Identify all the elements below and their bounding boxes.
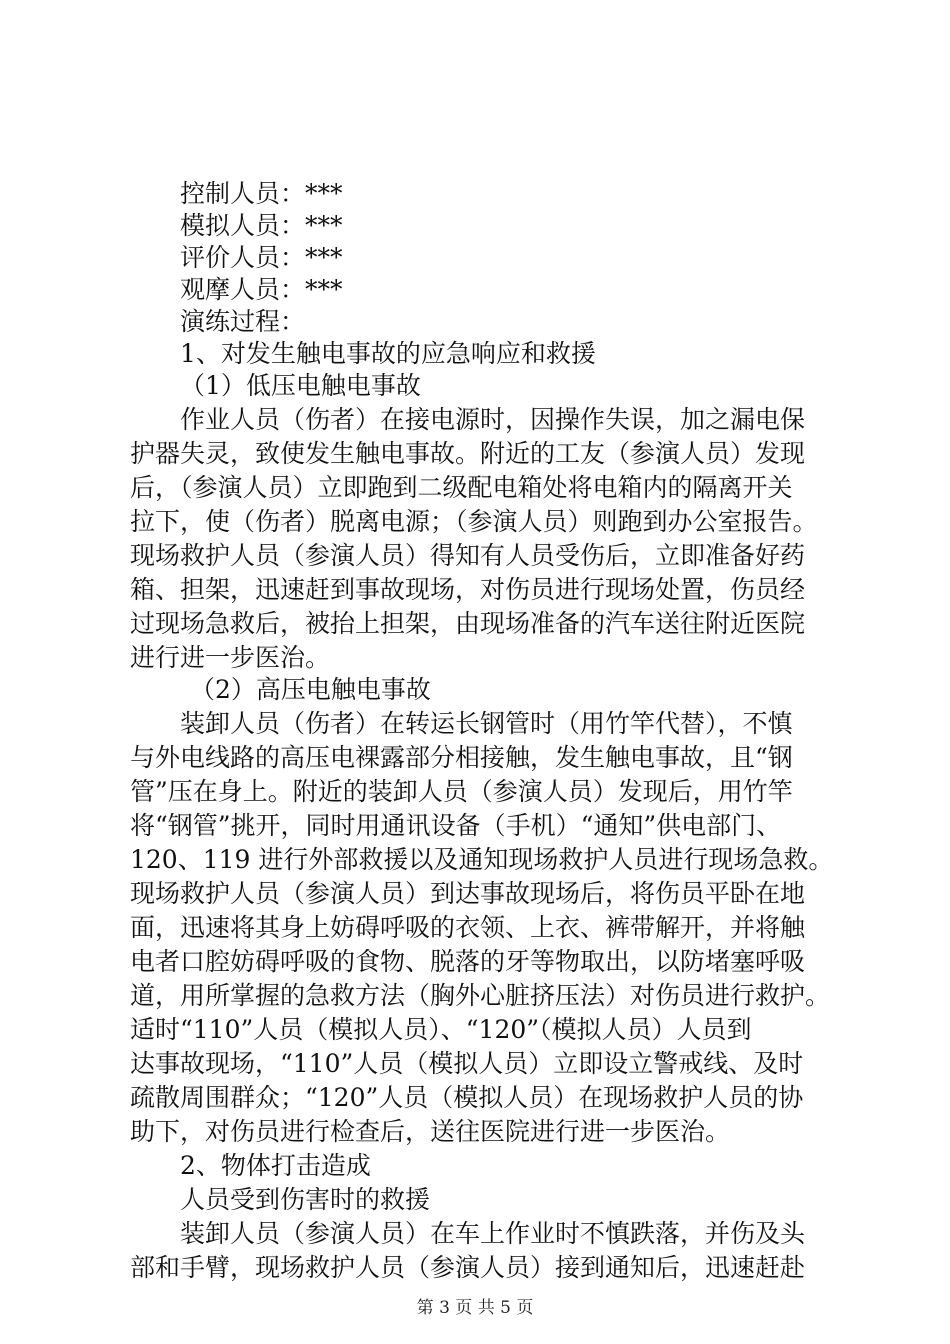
paragraph-line: 电者口腔妨碍呼吸的食物、脱落的牙等物取出，以防堵塞呼吸 [130, 947, 806, 976]
paragraph-line: 装卸人员（参演人员）在车上作业时不慎跌落，并伤及头 [180, 1219, 806, 1248]
paragraph-line: 过现场急救后，被抬上担架，由现场准备的汽车送往附近医院 [130, 609, 806, 638]
paragraph-line: 护器失灵，致使发生触电事故。附近的工友（参演人员）发现 [130, 439, 806, 468]
paragraph-line: 道，用所掌握的急救方法（胸外心脏挤压法）对伤员进行救护。 [130, 981, 831, 1010]
paragraph-line: 达事故现场，“110”人员（模拟人员）立即设立警戒线、及时 [130, 1049, 804, 1078]
paragraph-line: 现场救护人员（参演人员）得知有人员受伤后，立即准备好药 [130, 541, 806, 570]
drill-process-label: 演练过程： [180, 307, 306, 336]
paragraph-line: 与外电线路的高压电裸露部分相接触，发生触电事故，且“钢 [130, 743, 793, 772]
page-footer: 第 3 页 共 5 页 [416, 1298, 534, 1318]
evaluation-personnel: 评价人员：*** [180, 243, 343, 272]
control-personnel: 控制人员：*** [180, 179, 343, 208]
section-2-heading: 2、物体打击造成 [180, 1151, 371, 1180]
section-2-subheading: 人员受到伤害时的救援 [180, 1185, 431, 1214]
paragraph-line: 120、119 进行外部救援以及通知现场救护人员进行现场急救。 [130, 845, 834, 874]
paragraph-line: 疏散周围群众；“120”人员（模拟人员）在现场救护人员的协 [130, 1083, 804, 1112]
paragraph-line: 现场救护人员（参演人员）到达事故现场后，将伤员平卧在地 [130, 879, 806, 908]
paragraph-line: 后，（参演人员）立即跑到二级配电箱处将电箱内的隔离开关 [130, 473, 793, 502]
paragraph-line: 装卸人员（伤者）在转运长钢管时（用竹竿代替），不慎 [180, 709, 793, 738]
paragraph-line: 管”压在身上。附近的装卸人员（参演人员）发现后，用竹竿 [130, 777, 793, 806]
paragraph-line: 适时“110”人员（模拟人员）、“120”（模拟人员）人员到 [130, 1015, 752, 1044]
paragraph-line: 箱、担架，迅速赶到事故现场，对伤员进行现场处置，伤员经 [130, 575, 806, 604]
simulation-personnel: 模拟人员：*** [180, 211, 343, 240]
paragraph-line: 部和手臂，现场救护人员（参演人员）接到通知后，迅速赶赴 [130, 1253, 806, 1282]
paragraph-line: 助下，对伤员进行检查后，送往医院进行进一步医治。 [130, 1117, 731, 1146]
paragraph-line: 作业人员（伤者）在接电源时，因操作失误，加之漏电保 [180, 405, 806, 434]
section-1-1-heading: （1）低压电触电事故 [180, 371, 421, 400]
section-1-2-heading: （2）高压电触电事故 [190, 675, 431, 704]
paragraph-line: 进行进一步医治。 [130, 643, 331, 672]
observer-personnel: 观摩人员：*** [180, 275, 343, 304]
paragraph-line: 拉下，使（伤者）脱离电源；（参演人员）则跑到办公室报告。 [130, 507, 818, 536]
paragraph-line: 将“钢管”挑开，同时用通讯设备（手机）“通知”供电部门、 [130, 811, 782, 840]
paragraph-line: 面，迅速将其身上妨碍呼吸的衣领、上衣、裤带解开，并将触 [130, 913, 806, 942]
section-1-heading: 1、对发生触电事故的应急响应和救援 [180, 339, 596, 368]
